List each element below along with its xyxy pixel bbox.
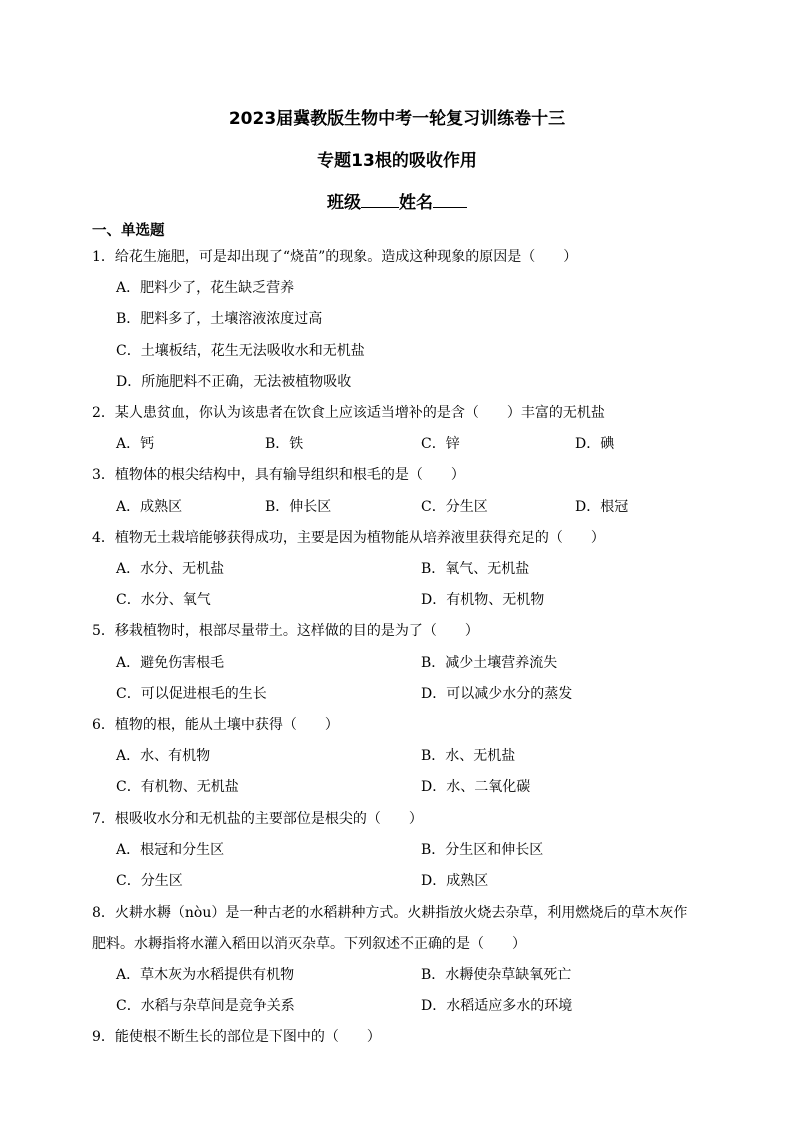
question-6-option-a[interactable]: A．水、有机物 <box>116 748 211 764</box>
question-8-stem: 8．火耕水耨（nòu）是一种古老的水稻耕种方式。火耕指放火烧去杂草，利用燃烧后的草木灰作 <box>92 905 688 921</box>
question-1-stem: 1．给花生施肥，可是却出现了“烧苗”的现象。造成这种现象的原因是（ ） <box>92 249 578 265</box>
question-4-option-c[interactable]: C．水分、氧气 <box>116 592 211 608</box>
question-6-option-c[interactable]: C．有机物、无机盐 <box>116 779 239 795</box>
question-8-option-d[interactable]: D．水稻适应多水的环境 <box>421 998 573 1014</box>
question-4-option-b[interactable]: B．氧气、无机盐 <box>421 561 530 577</box>
question-8-option-b[interactable]: B．水耨使杂草缺氧死亡 <box>421 967 572 983</box>
question-1-option-a[interactable]: A．肥料少了，花生缺乏营养 <box>116 280 295 296</box>
question-9-stem: 9．能使根不断生长的部位是下图中的（ ） <box>92 1029 381 1045</box>
question-8-option-c[interactable]: C．水稻与杂草间是竞争关系 <box>116 998 295 1014</box>
question-1-option-d[interactable]: D．所施肥料不正确，无法被植物吸收 <box>116 374 352 390</box>
question-7-option-b[interactable]: B．分生区和伸长区 <box>421 842 544 858</box>
class-blank[interactable] <box>361 191 399 208</box>
question-6-stem: 6．植物的根，能从土壤中获得（ ） <box>92 717 339 733</box>
question-7-option-d[interactable]: D．成熟区 <box>421 873 489 889</box>
question-5-option-c[interactable]: C．可以促进根毛的生长 <box>116 686 267 702</box>
class-name-line <box>0 191 794 214</box>
question-2-option-b[interactable]: B．铁 <box>265 436 304 452</box>
question-3-option-a[interactable]: A．成熟区 <box>116 499 183 515</box>
question-5-option-a[interactable]: A．避免伤害根毛 <box>116 655 225 671</box>
question-7-stem: 7．根吸收水分和无机盐的主要部位是根尖的（ ） <box>92 811 423 827</box>
class-label: 班级 <box>327 193 361 213</box>
question-4-option-a[interactable]: A．水分、无机盐 <box>116 561 225 577</box>
question-4-stem: 4．植物无土栽培能够获得成功，主要是因为植物能从培养液里获得充足的（ ） <box>92 530 605 546</box>
question-1-option-c[interactable]: C．土壤板结，花生无法吸收水和无机盐 <box>116 343 365 359</box>
name-blank[interactable] <box>433 191 467 208</box>
section-heading: 一、单选题 <box>92 223 165 239</box>
question-2-option-d[interactable]: D．碘 <box>575 436 615 452</box>
question-3-option-d[interactable]: D．根冠 <box>575 499 629 515</box>
question-6-option-d[interactable]: D．水、二氧化碳 <box>421 779 531 795</box>
question-7-option-a[interactable]: A．根冠和分生区 <box>116 842 225 858</box>
question-5-option-d[interactable]: D．可以减少水分的蒸发 <box>421 686 573 702</box>
page-subtitle: 专题13根的吸收作用 <box>317 151 477 171</box>
question-5-stem: 5．移栽植物时，根部尽量带土。这样做的目的是为了（ ） <box>92 623 479 639</box>
question-2-option-c[interactable]: C．锌 <box>421 436 460 452</box>
question-6-option-b[interactable]: B．水、无机盐 <box>421 748 516 764</box>
question-2-option-a[interactable]: A．钙 <box>116 436 155 452</box>
question-4-option-d[interactable]: D．有机物、无机物 <box>421 592 545 608</box>
page-title: 2023届冀教版生物中考一轮复习训练卷十三 <box>228 109 566 129</box>
question-5-option-b[interactable]: B．减少土壤营养流失 <box>421 655 558 671</box>
question-8-stem-continued: 肥料。水耨指将水灌入稻田以消灭杂草。下列叙述不正确的是（ ） <box>92 936 526 952</box>
question-3-option-b[interactable]: B．伸长区 <box>265 499 332 515</box>
question-8-option-a[interactable]: A．草木灰为水稻提供有机物 <box>116 967 295 983</box>
question-7-option-c[interactable]: C．分生区 <box>116 873 183 889</box>
question-1-option-b[interactable]: B．肥料多了，土壤溶液浓度过高 <box>116 311 323 327</box>
question-3-option-c[interactable]: C．分生区 <box>421 499 488 515</box>
question-3-stem: 3．植物体的根尖结构中，具有输导组织和根毛的是（ ） <box>92 467 465 483</box>
question-2-stem: 2．某人患贫血，你认为该患者在饮食上应该适当增补的是含（ ）丰富的无机盐 <box>92 405 605 421</box>
name-label: 姓名 <box>399 193 433 213</box>
